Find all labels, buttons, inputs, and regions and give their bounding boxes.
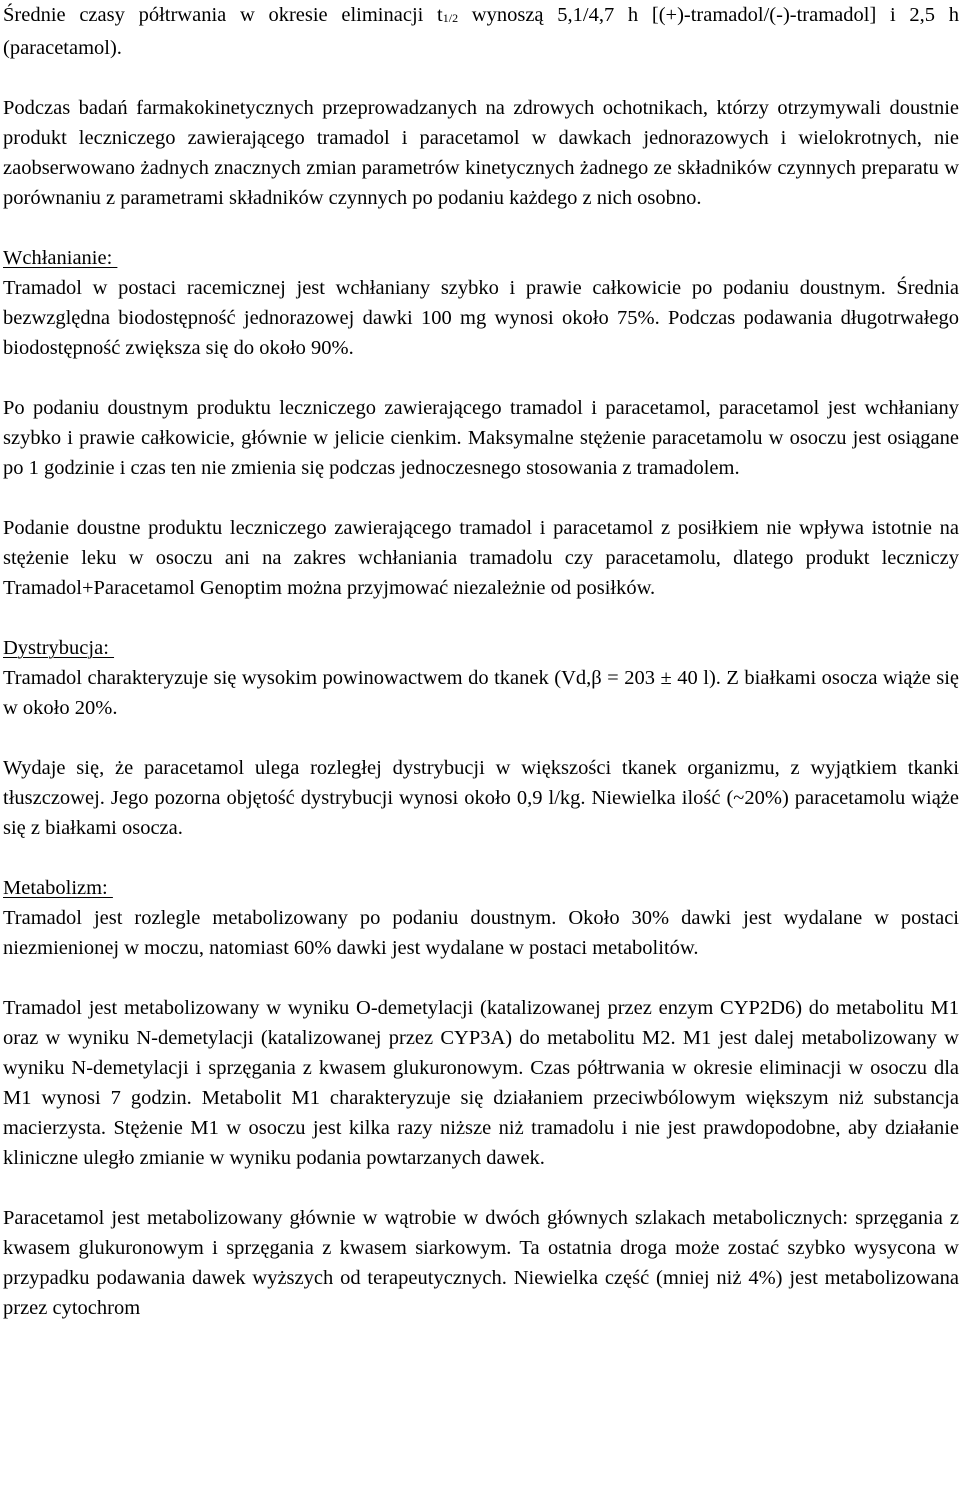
metabolism-overview-paragraph: Tramadol jest rozlegle metabolizowany po podaniu doustnym. Około 30% dawki jest wydalane w postaci niezmienionej w moczu, natomiast 60% dawki jest wydalane w postaci metabolitów. [3, 907, 959, 959]
pharmacokinetics-intro-paragraph: Podczas badań farmakokinetycznych przeprowadzanych na zdrowych ochotnikach, którzy otrzymywali doustnie produkt leczniczego zawierającego tramadol i paracetamol w dawkach jednorazowych i wielokrotnych, nie zaobserwowano żadnych znacznych zmian parametrów kinetycznych żadnego ze składników czynnych preparatu w porównaniu z parametrami składników czynnych po podaniu każdego z nich osobno. [3, 97, 959, 209]
spacer [3, 213, 959, 243]
spacer [3, 483, 959, 513]
half-life-paragraph [3, 0, 959, 63]
distribution-paracetamol-paragraph: Wydaje się, że paracetamol ulega rozległej dystrybucji w większości tkanek organizmu, z wyjątkiem tkanki tłuszczowej. Jego pozorna objętość dystrybucji wynosi około 0,9 l/kg. Niewielka ilość (~20%) paracetamolu wiąże się z białkami osocza. [3, 757, 959, 839]
metabolism-heading: Metabolizm: [3, 877, 113, 899]
absorption-tramadol-paragraph: Tramadol w postaci racemicznej jest wchłaniany szybko i prawie całkowicie po podaniu doustnym. Średnia bezwzględna biodostępność jednorazowej dawki 100 mg wynosi około 75%. Podczas podawania długotrwałego biodostępność zwiększa się do około 90%. [3, 277, 959, 359]
spacer [3, 603, 959, 633]
spacer [3, 1173, 959, 1203]
distribution-tramadol-paragraph: Tramadol charakteryzuje się wysokim powinowactwem do tkanek (Vd,β = 203 ± 40 l). Z białkami osocza wiąże się w około 20%. [3, 667, 959, 719]
distribution-heading: Dystrybucja: [3, 637, 115, 659]
half-life-subscript: 1/2 [442, 11, 459, 25]
spacer [3, 363, 959, 393]
metabolism-tramadol-paragraph: Tramadol jest metabolizowany w wyniku O-demetylacji (katalizowanej przez enzym CYP2D6) do metabolitu M1 oraz w wyniku N-demetylacji (katalizowanej przez CYP3A) do metabolitu M2. M1 jest dalej metabolizowany w wyniku N-demetylacji i sprzęgania z kwasem glukuronowym. Czas półtrwania w okresie eliminacji w osoczu dla M1 wynosi 7 godzin. Metabolit M1 charakteryzuje się działaniem przeciwbólowym większym niż substancja macierzysta. Stężenie M1 w osoczu jest kilka razy niższe niż tramadolu i nie jest prawdopodobne, aby działanie kliniczne uległo zmianie w wyniku podania powtarzanych dawek. [3, 997, 959, 1169]
document-page [3, 0, 959, 1323]
half-life-text-end: wynoszą 5,1/4,7 h [(+)-tramadol/(-)-tramadol] i 2,5 h (paracetamol). [3, 4, 959, 59]
absorption-heading: Wchłanianie: [3, 247, 118, 269]
spacer [3, 63, 959, 93]
half-life-text-start: Średnie czasy półtrwania w okresie eliminacji t [3, 4, 443, 26]
absorption-food-paragraph: Podanie doustne produktu leczniczego zawierającego tramadol i paracetamol z posiłkiem nie wpływa istotnie na stężenie leku w osoczu ani na zakres wchłaniania tramadolu czy paracetamolu, dlatego produkt leczniczy Tramadol+Paracetamol Genoptim można przyjmować niezależnie od posiłków. [3, 517, 959, 599]
absorption-paracetamol-paragraph: Po podaniu doustnym produktu leczniczego zawierającego tramadol i paracetamol, paracetamol jest wchłaniany szybko i prawie całkowicie, głównie w jelicie cienkim. Maksymalne stężenie paracetamolu w osoczu jest osiągane po 1 godzinie i czas ten nie zmienia się podczas jednoczesnego stosowania z tramadolem. [3, 397, 959, 479]
spacer [3, 723, 959, 753]
spacer [3, 963, 959, 993]
spacer [3, 843, 959, 873]
metabolism-paracetamol-paragraph: Paracetamol jest metabolizowany głównie w wątrobie w dwóch głównych szlakach metabolicznych: sprzęgania z kwasem glukuronowym i sprzęgania z kwasem siarkowym. Ta ostatnia droga może zostać szybko wysycona w przypadku podawania dawek wyższych od terapeutycznych. Niewielka część (mniej niż 4%) jest metabolizowana przez cytochrom [3, 1207, 959, 1319]
